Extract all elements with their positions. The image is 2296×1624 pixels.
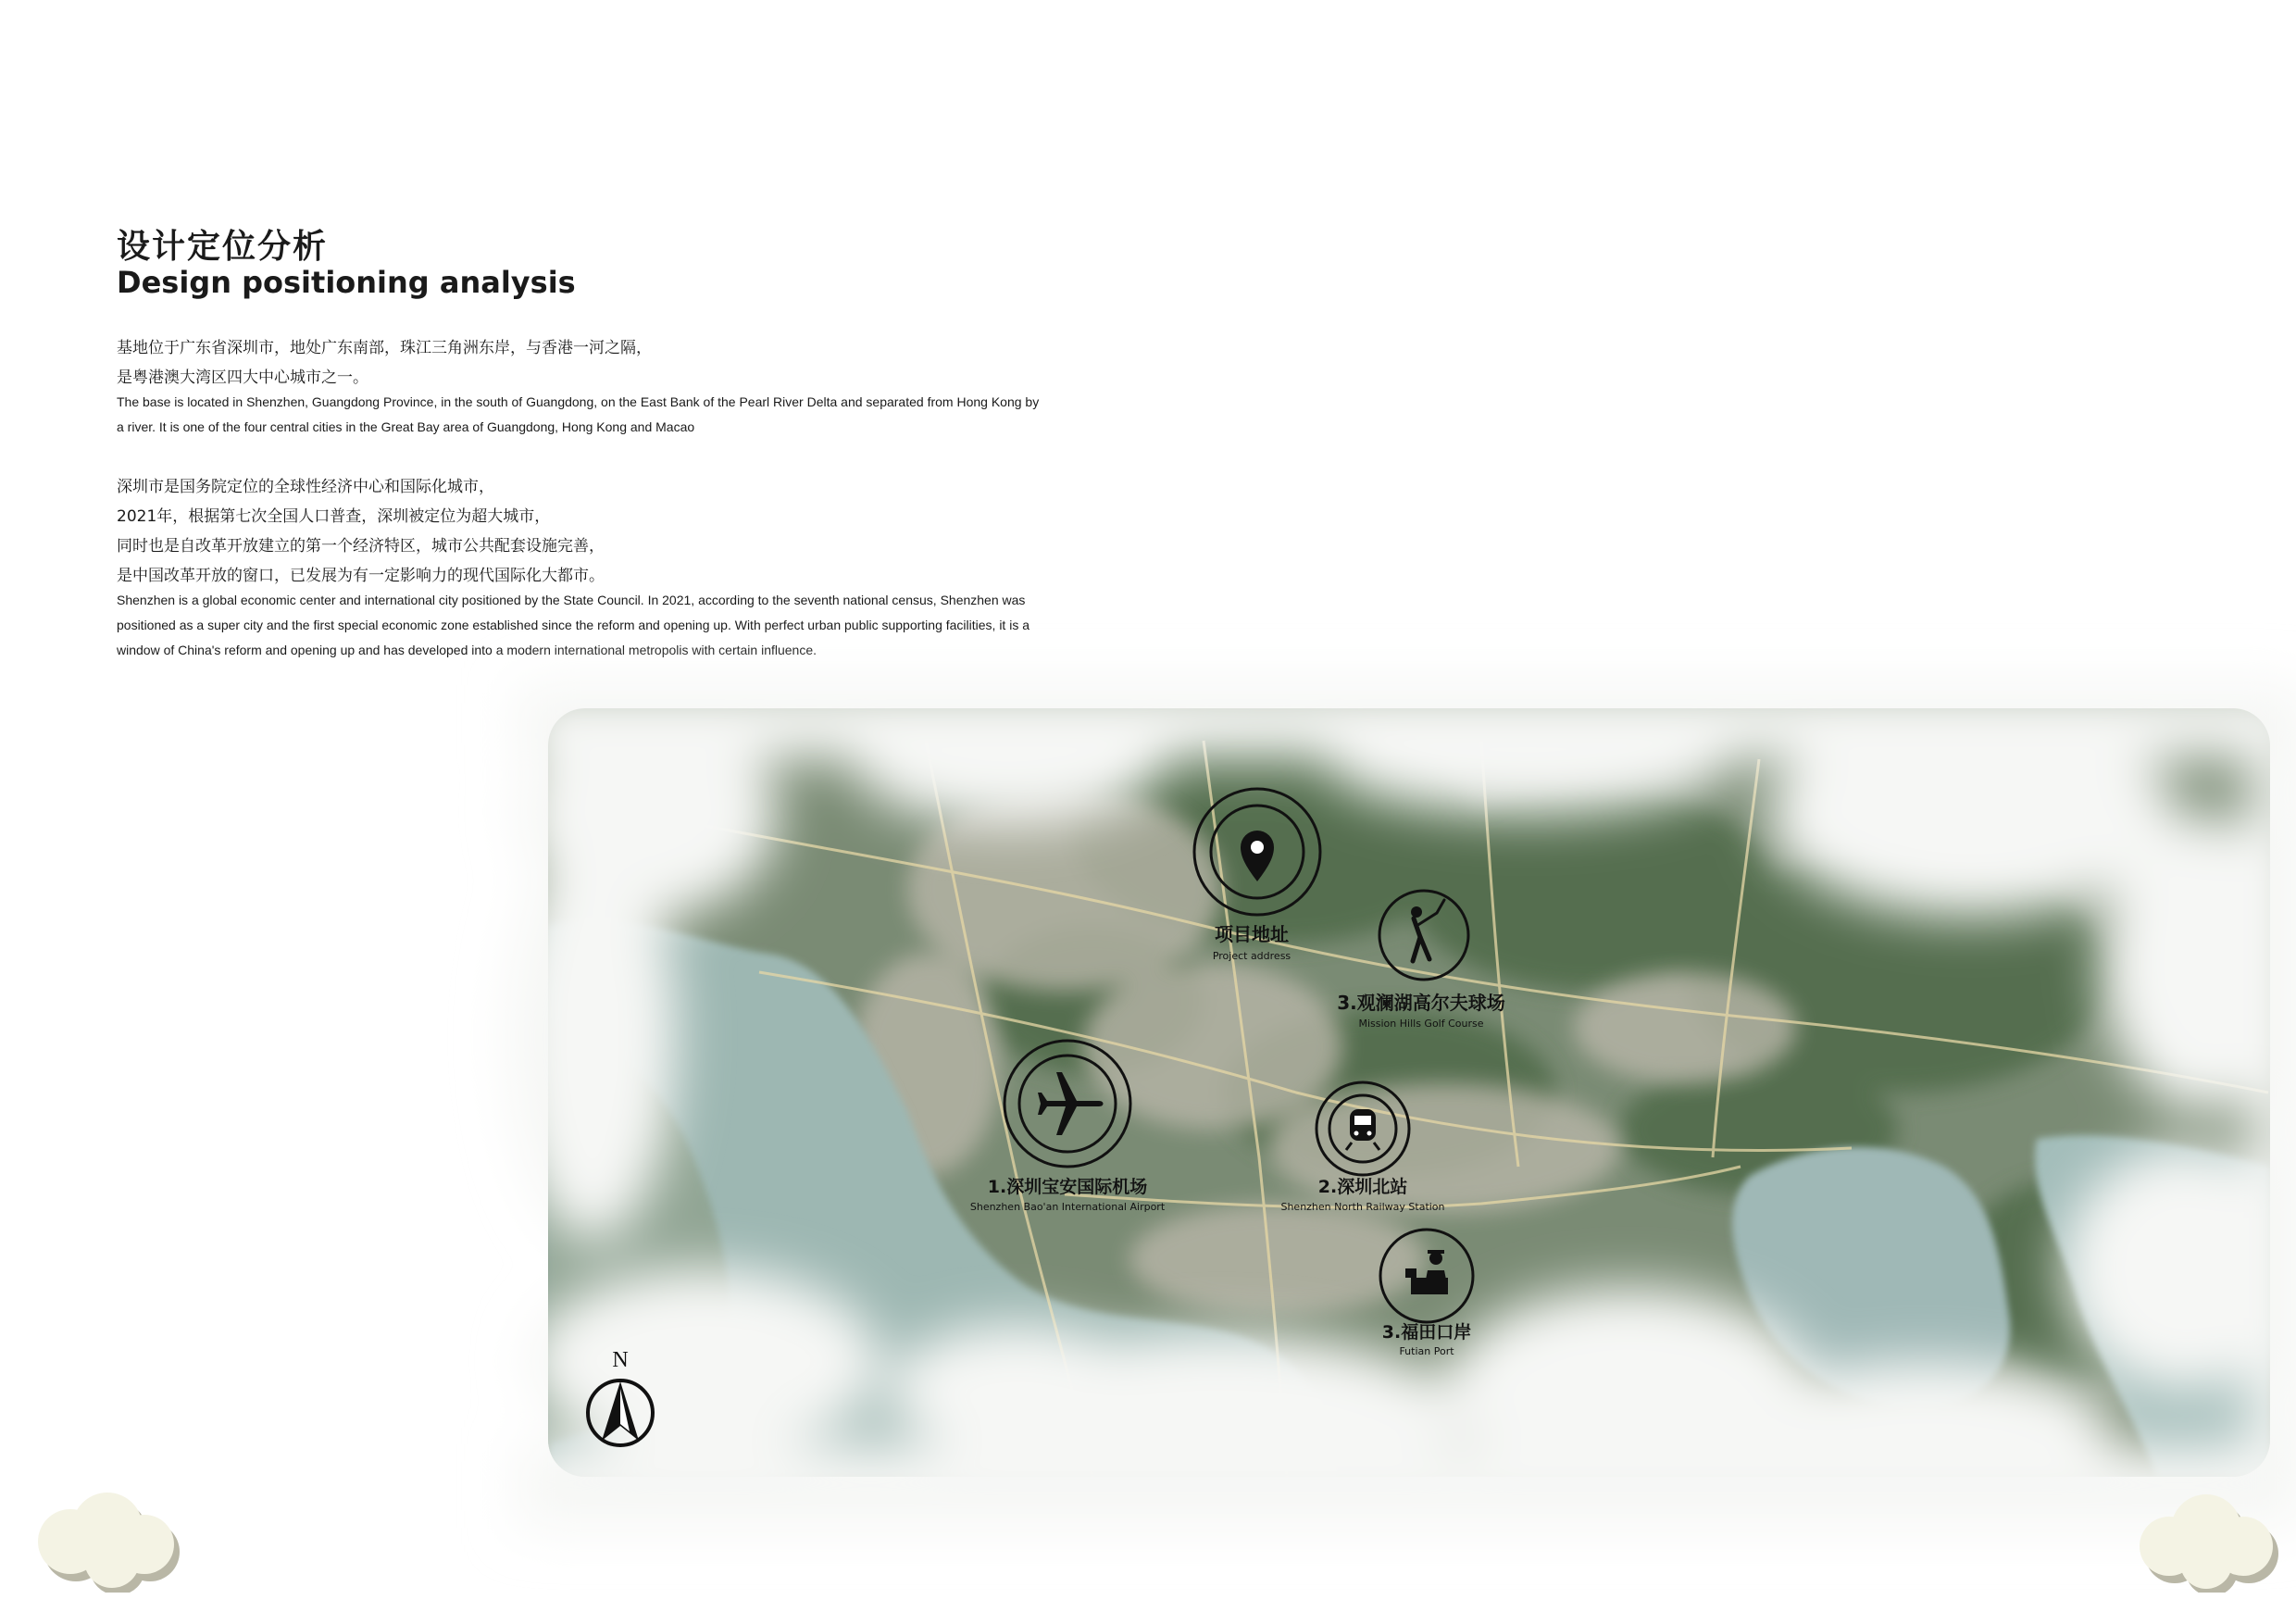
intro-paragraph-1-cn	[117, 333, 652, 393]
marker-golf-label-en: Mission Hills Golf Course	[1358, 1018, 1484, 1030]
intro-paragraph-1-cn-line: 是粤港澳大湾区四大中心城市之一。	[117, 369, 368, 387]
intro-paragraph-2-cn-line: 是中国改革开放的窗口，已发展为有一定影响力的现代国际化大都市。	[117, 567, 605, 585]
marker-golf-label-cn: 3.观澜湖高尔夫球场	[1337, 992, 1505, 1014]
intro-paragraph-2-cn-line: 2021年，根据第七次全国人口普查，深圳被定位为超大城市，	[117, 507, 551, 526]
intro-paragraph-2-cn-line: 深圳市是国务院定位的全球性经济中心和国际化城市，	[117, 478, 494, 496]
north-label: N	[612, 1348, 629, 1372]
intro-paragraph-2-cn	[117, 472, 605, 591]
marker-railway-label-cn: 2.深圳北站	[1317, 1177, 1408, 1197]
cloud-icon	[2128, 1491, 2285, 1593]
marker-project-label-en: Project address	[1212, 950, 1292, 962]
page-title-cn: 设计定位分析	[117, 228, 329, 266]
page-title-en: Design positioning analysis	[117, 265, 576, 300]
cloud-icon	[33, 1491, 191, 1593]
marker-airport-label-cn: 1.深圳宝安国际机场	[987, 1177, 1148, 1197]
marker-project-label-cn: 项目地址	[1215, 923, 1289, 945]
marker-port-label-en: Futian Port	[1399, 1345, 1454, 1357]
intro-paragraph-1-cn-line: 基地位于广东省深圳市，地处广东南部，珠江三角洲东岸，与香港一河之隔，	[117, 339, 652, 357]
intro-paragraph-1-en: The base is located in Shenzhen, Guangdong Province, in the south of Guangdong, on the East Bank of the Pearl River Delta and separated from Hong Kong by a river. It is one of the four central cities in the Great Bay area of Guangdong, Hong Kong and Macao	[117, 394, 1040, 434]
marker-port-label-cn: 3.福田口岸	[1381, 1322, 1472, 1343]
intro-paragraph-2-cn-line: 同时也是自改革开放建立的第一个经济特区，城市公共配套设施完善，	[117, 537, 605, 556]
marker-railway-label-en: Shenzhen North Railway Station	[1280, 1201, 1445, 1213]
intro-paragraph-2-en: Shenzhen is a global economic center and international city positioned by the State Council. In 2021, according to the seventh national census, Shenzhen was positioned as a super city and the first special economic zone established since the reform and opening up. With perfect urban public supporting facilities, it is a window of China's reform and opening up and has developed into a modern international metropolis with certain influence.	[117, 593, 1029, 657]
marker-airport-label-en: Shenzhen Bao'an International Airport	[969, 1201, 1166, 1213]
